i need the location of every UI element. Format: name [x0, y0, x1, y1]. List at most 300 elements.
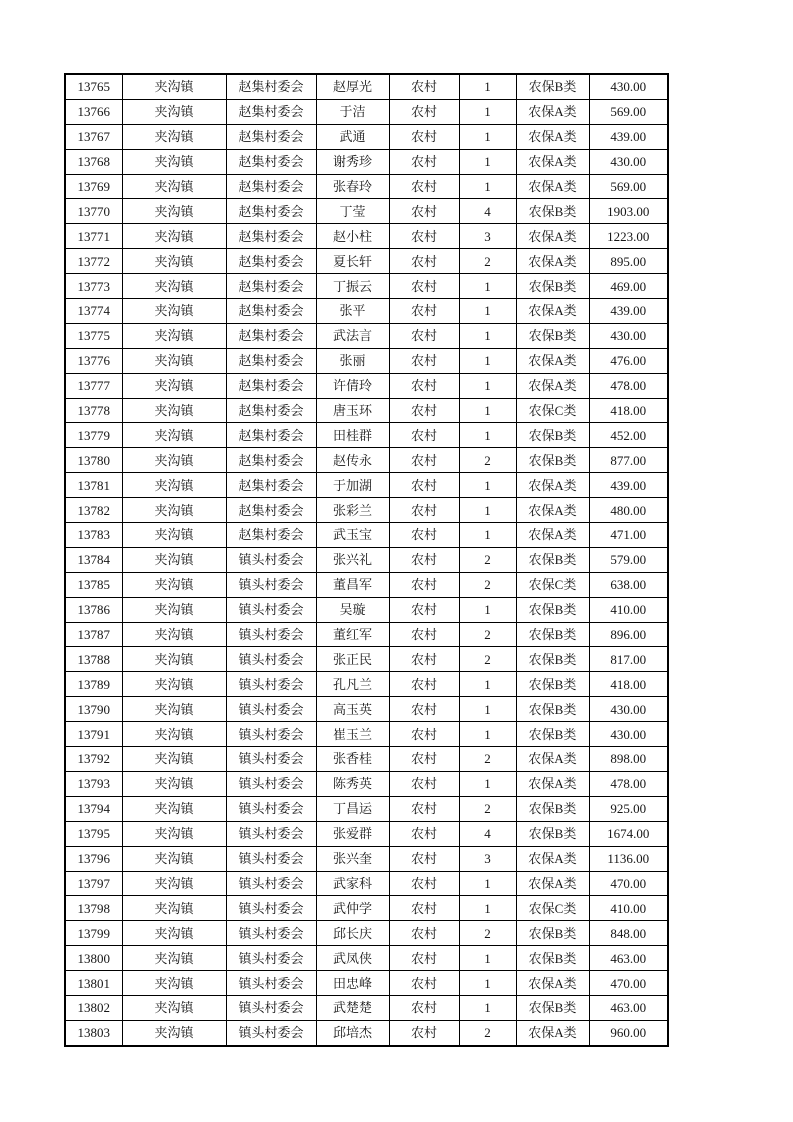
cell-person-count: 2: [459, 747, 516, 772]
cell-person-name: 许倩玲: [316, 373, 389, 398]
cell-residence-type: 农村: [389, 323, 459, 348]
cell-village-committee: 赵集村委会: [226, 174, 316, 199]
cell-amount: 430.00: [589, 722, 668, 747]
cell-person-count: 3: [459, 224, 516, 249]
cell-person-name: 张彩兰: [316, 498, 389, 523]
cell-serial-number: 13780: [65, 448, 122, 473]
cell-person-count: 2: [459, 921, 516, 946]
cell-serial-number: 13785: [65, 572, 122, 597]
cell-person-count: 2: [459, 448, 516, 473]
cell-serial-number: 13768: [65, 149, 122, 174]
cell-amount: 1903.00: [589, 199, 668, 224]
cell-town: 夹沟镇: [122, 523, 226, 548]
cell-serial-number: 13801: [65, 971, 122, 996]
cell-person-count: 3: [459, 846, 516, 871]
cell-village-committee: 镇头村委会: [226, 747, 316, 772]
cell-town: 夹沟镇: [122, 995, 226, 1020]
table-row: [65, 249, 668, 274]
cell-amount: 430.00: [589, 74, 668, 99]
cell-serial-number: 13770: [65, 199, 122, 224]
cell-amount: 877.00: [589, 448, 668, 473]
cell-residence-type: 农村: [389, 274, 459, 299]
cell-insurance-category: 农保A类: [516, 1020, 589, 1045]
cell-amount: 579.00: [589, 547, 668, 572]
cell-village-committee: 镇头村委会: [226, 921, 316, 946]
cell-village-committee: 赵集村委会: [226, 398, 316, 423]
cell-insurance-category: 农保A类: [516, 348, 589, 373]
cell-person-name: 赵厚光: [316, 74, 389, 99]
table-row: [65, 946, 668, 971]
cell-serial-number: 13786: [65, 597, 122, 622]
cell-person-name: 董昌军: [316, 572, 389, 597]
cell-village-committee: 镇头村委会: [226, 995, 316, 1020]
cell-amount: 439.00: [589, 124, 668, 149]
cell-person-name: 武楚楚: [316, 995, 389, 1020]
table-row: [65, 373, 668, 398]
cell-amount: 410.00: [589, 896, 668, 921]
cell-person-count: 2: [459, 796, 516, 821]
cell-serial-number: 13769: [65, 174, 122, 199]
cell-residence-type: 农村: [389, 771, 459, 796]
cell-town: 夹沟镇: [122, 722, 226, 747]
cell-village-committee: 镇头村委会: [226, 722, 316, 747]
cell-village-committee: 赵集村委会: [226, 149, 316, 174]
cell-residence-type: 农村: [389, 697, 459, 722]
cell-residence-type: 农村: [389, 896, 459, 921]
table-row: [65, 846, 668, 871]
cell-amount: 452.00: [589, 423, 668, 448]
cell-serial-number: 13799: [65, 921, 122, 946]
cell-insurance-category: 农保A类: [516, 99, 589, 124]
cell-amount: 895.00: [589, 249, 668, 274]
cell-amount: 960.00: [589, 1020, 668, 1045]
cell-person-count: 1: [459, 74, 516, 99]
cell-town: 夹沟镇: [122, 846, 226, 871]
cell-residence-type: 农村: [389, 821, 459, 846]
cell-amount: 430.00: [589, 149, 668, 174]
cell-person-name: 夏长轩: [316, 249, 389, 274]
cell-amount: 476.00: [589, 348, 668, 373]
cell-person-count: 1: [459, 995, 516, 1020]
table-row: [65, 672, 668, 697]
cell-amount: 439.00: [589, 299, 668, 324]
cell-residence-type: 农村: [389, 796, 459, 821]
cell-village-committee: 镇头村委会: [226, 971, 316, 996]
cell-town: 夹沟镇: [122, 896, 226, 921]
table-row: [65, 398, 668, 423]
cell-person-count: 2: [459, 1020, 516, 1045]
cell-person-count: 1: [459, 946, 516, 971]
cell-town: 夹沟镇: [122, 274, 226, 299]
cell-town: 夹沟镇: [122, 622, 226, 647]
table-row: [65, 771, 668, 796]
table-row: [65, 99, 668, 124]
table-row: [65, 473, 668, 498]
cell-town: 夹沟镇: [122, 473, 226, 498]
cell-insurance-category: 农保C类: [516, 896, 589, 921]
cell-serial-number: 13776: [65, 348, 122, 373]
cell-person-count: 1: [459, 348, 516, 373]
cell-amount: 469.00: [589, 274, 668, 299]
cell-insurance-category: 农保B类: [516, 946, 589, 971]
cell-serial-number: 13774: [65, 299, 122, 324]
cell-amount: 470.00: [589, 971, 668, 996]
cell-village-committee: 镇头村委会: [226, 771, 316, 796]
cell-village-committee: 镇头村委会: [226, 647, 316, 672]
cell-town: 夹沟镇: [122, 1020, 226, 1045]
table-row: [65, 995, 668, 1020]
cell-person-name: 武仲学: [316, 896, 389, 921]
cell-town: 夹沟镇: [122, 423, 226, 448]
cell-insurance-category: 农保A类: [516, 473, 589, 498]
cell-village-committee: 镇头村委会: [226, 946, 316, 971]
cell-amount: 418.00: [589, 398, 668, 423]
cell-insurance-category: 农保A类: [516, 498, 589, 523]
cell-residence-type: 农村: [389, 448, 459, 473]
table-row: [65, 796, 668, 821]
cell-serial-number: 13791: [65, 722, 122, 747]
cell-residence-type: 农村: [389, 473, 459, 498]
cell-person-count: 1: [459, 697, 516, 722]
table-row: [65, 921, 668, 946]
cell-person-count: 1: [459, 771, 516, 796]
cell-insurance-category: 农保B类: [516, 821, 589, 846]
cell-town: 夹沟镇: [122, 398, 226, 423]
cell-insurance-category: 农保B类: [516, 323, 589, 348]
cell-town: 夹沟镇: [122, 373, 226, 398]
cell-village-committee: 镇头村委会: [226, 547, 316, 572]
table-row: [65, 124, 668, 149]
cell-insurance-category: 农保A类: [516, 249, 589, 274]
cell-residence-type: 农村: [389, 373, 459, 398]
cell-serial-number: 13766: [65, 99, 122, 124]
cell-residence-type: 农村: [389, 946, 459, 971]
table-row: [65, 199, 668, 224]
cell-residence-type: 农村: [389, 747, 459, 772]
cell-serial-number: 13800: [65, 946, 122, 971]
table-row: [65, 572, 668, 597]
cell-residence-type: 农村: [389, 124, 459, 149]
cell-town: 夹沟镇: [122, 547, 226, 572]
table-row: [65, 722, 668, 747]
cell-person-name: 邱培杰: [316, 1020, 389, 1045]
cell-amount: 478.00: [589, 771, 668, 796]
cell-person-count: 1: [459, 323, 516, 348]
cell-insurance-category: 农保B类: [516, 448, 589, 473]
cell-serial-number: 13803: [65, 1020, 122, 1045]
cell-person-count: 1: [459, 423, 516, 448]
cell-village-committee: 镇头村委会: [226, 896, 316, 921]
cell-residence-type: 农村: [389, 174, 459, 199]
cell-residence-type: 农村: [389, 224, 459, 249]
cell-town: 夹沟镇: [122, 323, 226, 348]
cell-person-name: 武家科: [316, 871, 389, 896]
table-row: [65, 597, 668, 622]
cell-town: 夹沟镇: [122, 796, 226, 821]
cell-town: 夹沟镇: [122, 498, 226, 523]
cell-person-name: 张兴礼: [316, 547, 389, 572]
cell-village-committee: 赵集村委会: [226, 498, 316, 523]
cell-village-committee: 赵集村委会: [226, 299, 316, 324]
cell-residence-type: 农村: [389, 971, 459, 996]
cell-residence-type: 农村: [389, 423, 459, 448]
cell-town: 夹沟镇: [122, 448, 226, 473]
cell-village-committee: 镇头村委会: [226, 871, 316, 896]
cell-serial-number: 13784: [65, 547, 122, 572]
cell-insurance-category: 农保A类: [516, 174, 589, 199]
cell-serial-number: 13796: [65, 846, 122, 871]
cell-residence-type: 农村: [389, 299, 459, 324]
cell-residence-type: 农村: [389, 149, 459, 174]
cell-person-count: 1: [459, 124, 516, 149]
table-row: [65, 348, 668, 373]
cell-village-committee: 赵集村委会: [226, 224, 316, 249]
pension-payment-table: [64, 73, 669, 1047]
cell-village-committee: 镇头村委会: [226, 672, 316, 697]
cell-person-count: 1: [459, 498, 516, 523]
cell-residence-type: 农村: [389, 348, 459, 373]
cell-residence-type: 农村: [389, 995, 459, 1020]
cell-insurance-category: 农保B类: [516, 995, 589, 1020]
cell-person-name: 张春玲: [316, 174, 389, 199]
cell-amount: 470.00: [589, 871, 668, 896]
table-row: [65, 274, 668, 299]
table-row: [65, 647, 668, 672]
cell-person-name: 高玉英: [316, 697, 389, 722]
cell-person-count: 1: [459, 373, 516, 398]
cell-serial-number: 13777: [65, 373, 122, 398]
cell-serial-number: 13802: [65, 995, 122, 1020]
table-row: [65, 871, 668, 896]
cell-residence-type: 农村: [389, 722, 459, 747]
cell-person-count: 1: [459, 971, 516, 996]
cell-insurance-category: 农保A类: [516, 224, 589, 249]
cell-person-name: 于加湖: [316, 473, 389, 498]
cell-residence-type: 农村: [389, 74, 459, 99]
cell-person-count: 1: [459, 299, 516, 324]
cell-insurance-category: 农保A类: [516, 747, 589, 772]
cell-person-name: 于洁: [316, 99, 389, 124]
cell-person-name: 张爱群: [316, 821, 389, 846]
cell-insurance-category: 农保B类: [516, 74, 589, 99]
cell-town: 夹沟镇: [122, 199, 226, 224]
cell-town: 夹沟镇: [122, 871, 226, 896]
cell-insurance-category: 农保B类: [516, 672, 589, 697]
cell-insurance-category: 农保B类: [516, 274, 589, 299]
cell-person-name: 张兴奎: [316, 846, 389, 871]
table-row: [65, 224, 668, 249]
cell-serial-number: 13790: [65, 697, 122, 722]
cell-insurance-category: 农保B类: [516, 199, 589, 224]
cell-town: 夹沟镇: [122, 249, 226, 274]
cell-person-count: 1: [459, 722, 516, 747]
cell-residence-type: 农村: [389, 523, 459, 548]
cell-amount: 569.00: [589, 174, 668, 199]
table-row: [65, 547, 668, 572]
cell-serial-number: 13771: [65, 224, 122, 249]
cell-insurance-category: 农保B类: [516, 547, 589, 572]
cell-town: 夹沟镇: [122, 99, 226, 124]
cell-residence-type: 农村: [389, 647, 459, 672]
cell-person-count: 1: [459, 871, 516, 896]
cell-amount: 410.00: [589, 597, 668, 622]
cell-town: 夹沟镇: [122, 572, 226, 597]
cell-serial-number: 13789: [65, 672, 122, 697]
cell-insurance-category: 农保B类: [516, 796, 589, 821]
cell-village-committee: 镇头村委会: [226, 572, 316, 597]
cell-insurance-category: 农保A类: [516, 871, 589, 896]
cell-insurance-category: 农保A类: [516, 971, 589, 996]
cell-person-count: 2: [459, 647, 516, 672]
cell-amount: 480.00: [589, 498, 668, 523]
table-row: [65, 423, 668, 448]
cell-insurance-category: 农保A类: [516, 373, 589, 398]
cell-person-count: 1: [459, 149, 516, 174]
cell-village-committee: 赵集村委会: [226, 448, 316, 473]
cell-town: 夹沟镇: [122, 921, 226, 946]
cell-amount: 1136.00: [589, 846, 668, 871]
cell-amount: 638.00: [589, 572, 668, 597]
table-body: [65, 74, 668, 1046]
cell-residence-type: 农村: [389, 921, 459, 946]
cell-serial-number: 13787: [65, 622, 122, 647]
cell-residence-type: 农村: [389, 871, 459, 896]
cell-serial-number: 13797: [65, 871, 122, 896]
cell-insurance-category: 农保C类: [516, 398, 589, 423]
cell-serial-number: 13781: [65, 473, 122, 498]
cell-town: 夹沟镇: [122, 697, 226, 722]
cell-serial-number: 13782: [65, 498, 122, 523]
cell-town: 夹沟镇: [122, 124, 226, 149]
cell-person-name: 武凤侠: [316, 946, 389, 971]
cell-insurance-category: 农保A类: [516, 124, 589, 149]
cell-residence-type: 农村: [389, 249, 459, 274]
cell-person-name: 赵传永: [316, 448, 389, 473]
cell-amount: 463.00: [589, 995, 668, 1020]
cell-person-name: 唐玉环: [316, 398, 389, 423]
table-row: [65, 971, 668, 996]
cell-serial-number: 13798: [65, 896, 122, 921]
cell-person-name: 张平: [316, 299, 389, 324]
cell-village-committee: 赵集村委会: [226, 199, 316, 224]
table-row: [65, 1020, 668, 1045]
cell-person-name: 田桂群: [316, 423, 389, 448]
cell-town: 夹沟镇: [122, 771, 226, 796]
cell-person-name: 田忠峰: [316, 971, 389, 996]
cell-serial-number: 13783: [65, 523, 122, 548]
cell-amount: 418.00: [589, 672, 668, 697]
table-row: [65, 149, 668, 174]
cell-residence-type: 农村: [389, 672, 459, 697]
cell-person-name: 武通: [316, 124, 389, 149]
cell-town: 夹沟镇: [122, 597, 226, 622]
cell-residence-type: 农村: [389, 846, 459, 871]
cell-insurance-category: 农保A类: [516, 149, 589, 174]
cell-person-count: 1: [459, 597, 516, 622]
cell-person-count: 2: [459, 249, 516, 274]
cell-person-name: 丁振云: [316, 274, 389, 299]
cell-serial-number: 13773: [65, 274, 122, 299]
cell-insurance-category: 农保B类: [516, 722, 589, 747]
cell-serial-number: 13775: [65, 323, 122, 348]
cell-serial-number: 13779: [65, 423, 122, 448]
cell-person-count: 4: [459, 821, 516, 846]
cell-person-count: 1: [459, 896, 516, 921]
cell-town: 夹沟镇: [122, 647, 226, 672]
cell-person-count: 4: [459, 199, 516, 224]
cell-village-committee: 赵集村委会: [226, 74, 316, 99]
cell-village-committee: 赵集村委会: [226, 323, 316, 348]
cell-amount: 925.00: [589, 796, 668, 821]
cell-village-committee: 赵集村委会: [226, 274, 316, 299]
cell-insurance-category: 农保A类: [516, 846, 589, 871]
cell-person-count: 1: [459, 672, 516, 697]
cell-village-committee: 赵集村委会: [226, 473, 316, 498]
cell-insurance-category: 农保A类: [516, 771, 589, 796]
cell-amount: 1223.00: [589, 224, 668, 249]
cell-insurance-category: 农保C类: [516, 572, 589, 597]
table-row: [65, 323, 668, 348]
cell-person-count: 1: [459, 523, 516, 548]
cell-town: 夹沟镇: [122, 299, 226, 324]
cell-village-committee: 赵集村委会: [226, 348, 316, 373]
cell-town: 夹沟镇: [122, 224, 226, 249]
cell-residence-type: 农村: [389, 398, 459, 423]
cell-town: 夹沟镇: [122, 174, 226, 199]
cell-person-count: 1: [459, 473, 516, 498]
cell-serial-number: 13788: [65, 647, 122, 672]
cell-village-committee: 镇头村委会: [226, 821, 316, 846]
cell-serial-number: 13778: [65, 398, 122, 423]
cell-village-committee: 赵集村委会: [226, 373, 316, 398]
cell-town: 夹沟镇: [122, 971, 226, 996]
cell-residence-type: 农村: [389, 572, 459, 597]
cell-village-committee: 镇头村委会: [226, 697, 316, 722]
cell-residence-type: 农村: [389, 597, 459, 622]
cell-residence-type: 农村: [389, 622, 459, 647]
cell-person-count: 2: [459, 622, 516, 647]
cell-serial-number: 13793: [65, 771, 122, 796]
cell-insurance-category: 农保B类: [516, 597, 589, 622]
cell-person-name: 丁莹: [316, 199, 389, 224]
cell-person-name: 陈秀英: [316, 771, 389, 796]
table-row: [65, 697, 668, 722]
cell-person-name: 丁昌运: [316, 796, 389, 821]
cell-insurance-category: 农保B类: [516, 697, 589, 722]
cell-amount: 848.00: [589, 921, 668, 946]
cell-village-committee: 镇头村委会: [226, 597, 316, 622]
cell-amount: 569.00: [589, 99, 668, 124]
table-row: [65, 622, 668, 647]
cell-village-committee: 赵集村委会: [226, 423, 316, 448]
cell-insurance-category: 农保B类: [516, 647, 589, 672]
cell-person-name: 谢秀珍: [316, 149, 389, 174]
cell-amount: 430.00: [589, 323, 668, 348]
cell-person-name: 崔玉兰: [316, 722, 389, 747]
table-row: [65, 498, 668, 523]
cell-serial-number: 13794: [65, 796, 122, 821]
table-row: [65, 299, 668, 324]
table-row: [65, 747, 668, 772]
table-row: [65, 821, 668, 846]
cell-village-committee: 赵集村委会: [226, 523, 316, 548]
cell-village-committee: 镇头村委会: [226, 846, 316, 871]
cell-person-name: 邱长庆: [316, 921, 389, 946]
cell-serial-number: 13767: [65, 124, 122, 149]
cell-insurance-category: 农保B类: [516, 622, 589, 647]
table-row: [65, 523, 668, 548]
cell-insurance-category: 农保B类: [516, 423, 589, 448]
